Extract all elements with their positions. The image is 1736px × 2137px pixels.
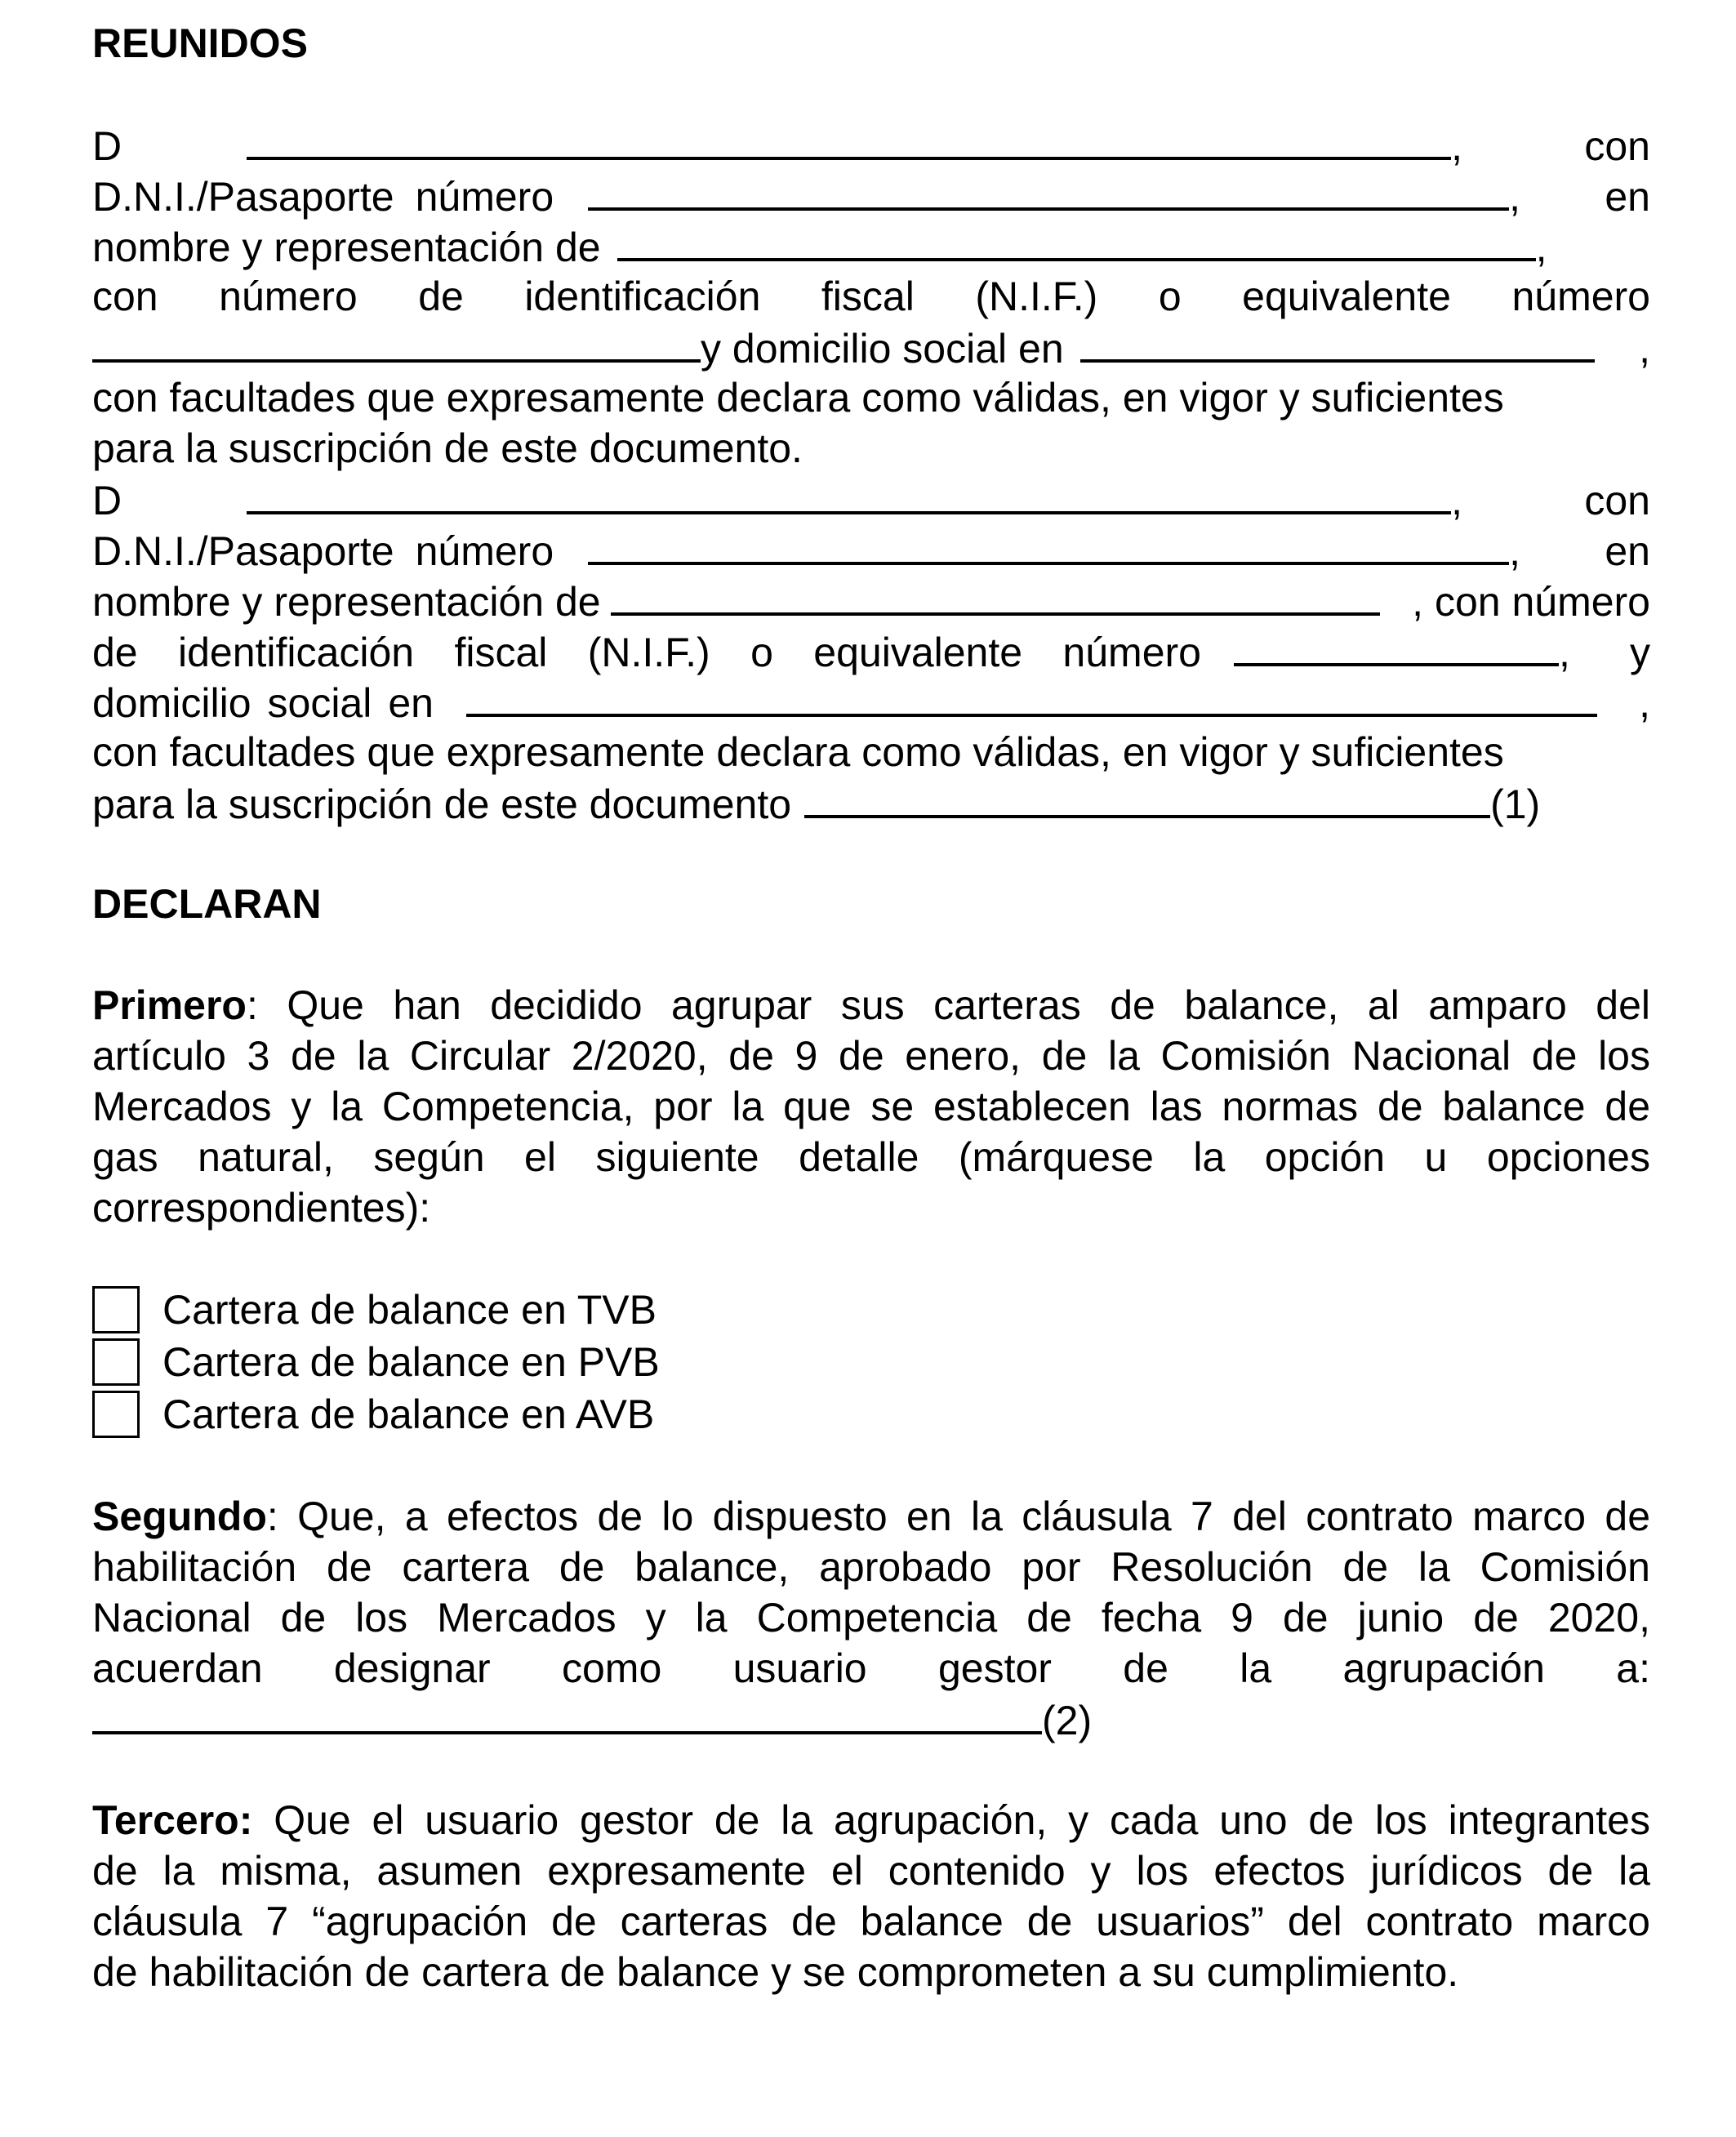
option-pvb (92, 1336, 1650, 1388)
primero-first-line (92, 980, 1650, 1031)
declaran-heading: DECLARAN (92, 881, 322, 927)
word: domicilio (92, 680, 251, 726)
line-text: habilitación de cartera de balance, aprobado por Resolución de la Comisión (92, 1544, 1650, 1590)
line-text (92, 1795, 1650, 1845)
suscripcion-blank[interactable] (804, 777, 1490, 818)
para-line (92, 1795, 1650, 1845)
word: en (388, 680, 434, 726)
segundo-paragraph (92, 1491, 1650, 1744)
comma: , (1535, 225, 1547, 270)
facultades-text: con facultades que expresamente declara como válidas, en vigor y suficientes (92, 729, 1504, 775)
party2-domicilio-line (92, 676, 1650, 727)
con-numero-label: , con número (1412, 579, 1650, 625)
numero-label: número (415, 528, 554, 574)
word: equivalente (1242, 274, 1451, 319)
word: número (1062, 630, 1201, 675)
line-text: de habilitación de cartera de balance y se comprometen a su cumplimiento. (92, 1949, 1459, 1995)
word: identificación (524, 274, 761, 319)
para-line (92, 1081, 1650, 1132)
tercero-label: Tercero: (92, 1797, 253, 1843)
checkbox-pvb[interactable] (92, 1338, 140, 1386)
word: o (1158, 274, 1182, 319)
party1-suscripcion-line (92, 423, 1650, 474)
dni-blank[interactable] (588, 524, 1509, 565)
repr-label: nombre y representación de (92, 579, 601, 625)
document-page (92, 18, 1650, 1997)
word: (N.I.F.) (587, 630, 710, 675)
word: de (92, 630, 138, 675)
en-label: en (1605, 528, 1650, 574)
reunidos-heading: REUNIDOS (92, 20, 308, 66)
para-line (92, 1845, 1650, 1896)
checkbox-avb[interactable] (92, 1391, 140, 1438)
primero-paragraph (92, 980, 1650, 1233)
option-label: Cartera de balance en PVB (162, 1339, 660, 1385)
dni-label: D.N.I./Pasaporte (92, 528, 394, 574)
option-label: Cartera de balance en AVB (162, 1391, 655, 1437)
word: social (267, 680, 372, 726)
para-line (92, 1182, 1650, 1233)
line-text (92, 1491, 1650, 1542)
domicilio-blank[interactable] (466, 676, 1597, 717)
y-label: y (1630, 630, 1650, 675)
line-text: de la misma, asumen expresamente el contenido y los efectos jurídicos de la (92, 1848, 1650, 1894)
para-line (92, 1643, 1650, 1694)
repr-blank[interactable] (611, 575, 1380, 616)
line-text: Nacional de los Mercados y la Competencia de fecha 9 de junio de 2020, (92, 1595, 1650, 1641)
word: identificación (178, 630, 415, 675)
para-line (92, 980, 1650, 1031)
note-1: (1) (1490, 781, 1541, 827)
line-text-body: : Que, a efectos de lo dispuesto en la cláusula 7 del contrato marco de (266, 1494, 1650, 1539)
tercero-paragraph (92, 1795, 1650, 1997)
line-text: correspondientes): (92, 1185, 431, 1231)
nif-blank[interactable] (92, 322, 701, 363)
line-text: Mercados y la Competencia, por la que se establecen las normas de balance de (92, 1084, 1650, 1129)
line-text: acuerdan designar como usuario gestor de la agrupación a: (92, 1645, 1650, 1691)
domicilio-label: y domicilio social en (701, 326, 1064, 372)
comma: , (1639, 680, 1650, 726)
line-text-body: Que el usuario gestor de la agrupación, y cada uno de los integrantes (252, 1797, 1650, 1843)
party1-dni-line (92, 170, 1650, 220)
dni-label: D.N.I./Pasaporte (92, 174, 394, 220)
word: número (1511, 274, 1650, 319)
option-tvb (92, 1284, 1650, 1336)
suscripcion-text: para la suscripción de este documento (92, 781, 792, 827)
party2-suscripcion-line (92, 777, 1650, 828)
para-line (92, 1542, 1650, 1592)
segundo-label: Segundo (92, 1494, 267, 1539)
word: de (418, 274, 464, 319)
party1-repr-line (92, 220, 1650, 271)
para-line (92, 1947, 1650, 1997)
gestor-blank[interactable] (92, 1694, 1042, 1734)
para-line (92, 1031, 1650, 1081)
para-line (92, 1592, 1650, 1643)
line-text: artículo 3 de la Circular 2/2020, de 9 de enero, de la Comisión Nacional de los (92, 1033, 1650, 1079)
party1-facultades-line (92, 372, 1650, 423)
repr-blank[interactable] (617, 220, 1536, 261)
option-label: Cartera de balance en TVB (162, 1287, 657, 1333)
en-label: en (1605, 174, 1650, 220)
con-label: con (1584, 123, 1650, 169)
line-text-body: : Que han decidido agrupar sus carteras de balance, al amparo del (246, 982, 1650, 1028)
line-text: cláusula 7 “agrupación de carteras de balance de usuarios” del contrato marco (92, 1899, 1650, 1944)
party2-facultades-line (92, 727, 1650, 777)
word: o (750, 630, 773, 675)
con-label: con (1584, 478, 1650, 523)
comma: , (1451, 123, 1463, 169)
line-text: gas natural, según el siguiente detalle (márquese la opción u opciones (92, 1134, 1650, 1180)
line-text (92, 980, 1650, 1031)
domicilio-blank[interactable] (1080, 322, 1595, 363)
para-line (92, 1896, 1650, 1947)
comma: , (1509, 174, 1521, 220)
dni-blank[interactable] (588, 170, 1509, 211)
name-blank[interactable] (247, 119, 1451, 160)
options-list (92, 1284, 1650, 1440)
d-label: D (92, 478, 122, 523)
word: (N.I.F.) (975, 274, 1098, 319)
party1-nif-line (92, 271, 1650, 322)
word: con (92, 274, 158, 319)
word: equivalente (813, 630, 1023, 675)
para-line (92, 1491, 1650, 1542)
nif-blank[interactable] (1234, 626, 1559, 666)
para-line (92, 1132, 1650, 1182)
party1-name-line (92, 119, 1650, 170)
comma: , (1639, 326, 1650, 372)
facultades-text: con facultades que expresamente declara como válidas, en vigor y suficientes (92, 375, 1504, 421)
comma: , (1559, 630, 1570, 675)
comma: , (1509, 528, 1521, 574)
option-avb (92, 1388, 1650, 1440)
party2-name-line (92, 474, 1650, 524)
suscripcion-text: para la suscripción de este documento. (92, 425, 803, 471)
party2-nif-line (92, 626, 1650, 676)
party1-domicilio-line (92, 322, 1650, 372)
d-label: D (92, 123, 122, 169)
name-blank[interactable] (247, 474, 1451, 514)
party2-repr-line (92, 575, 1650, 626)
repr-label: nombre y representación de (92, 225, 601, 270)
numero-label: número (415, 174, 554, 220)
note-2: (2) (1042, 1698, 1093, 1743)
party2-dni-line (92, 524, 1650, 575)
word: número (219, 274, 358, 319)
para-line (92, 1694, 1650, 1744)
primero-label: Primero (92, 982, 247, 1028)
comma: , (1451, 478, 1463, 523)
word: fiscal (454, 630, 548, 675)
checkbox-tvb[interactable] (92, 1286, 140, 1333)
word: fiscal (821, 274, 915, 319)
